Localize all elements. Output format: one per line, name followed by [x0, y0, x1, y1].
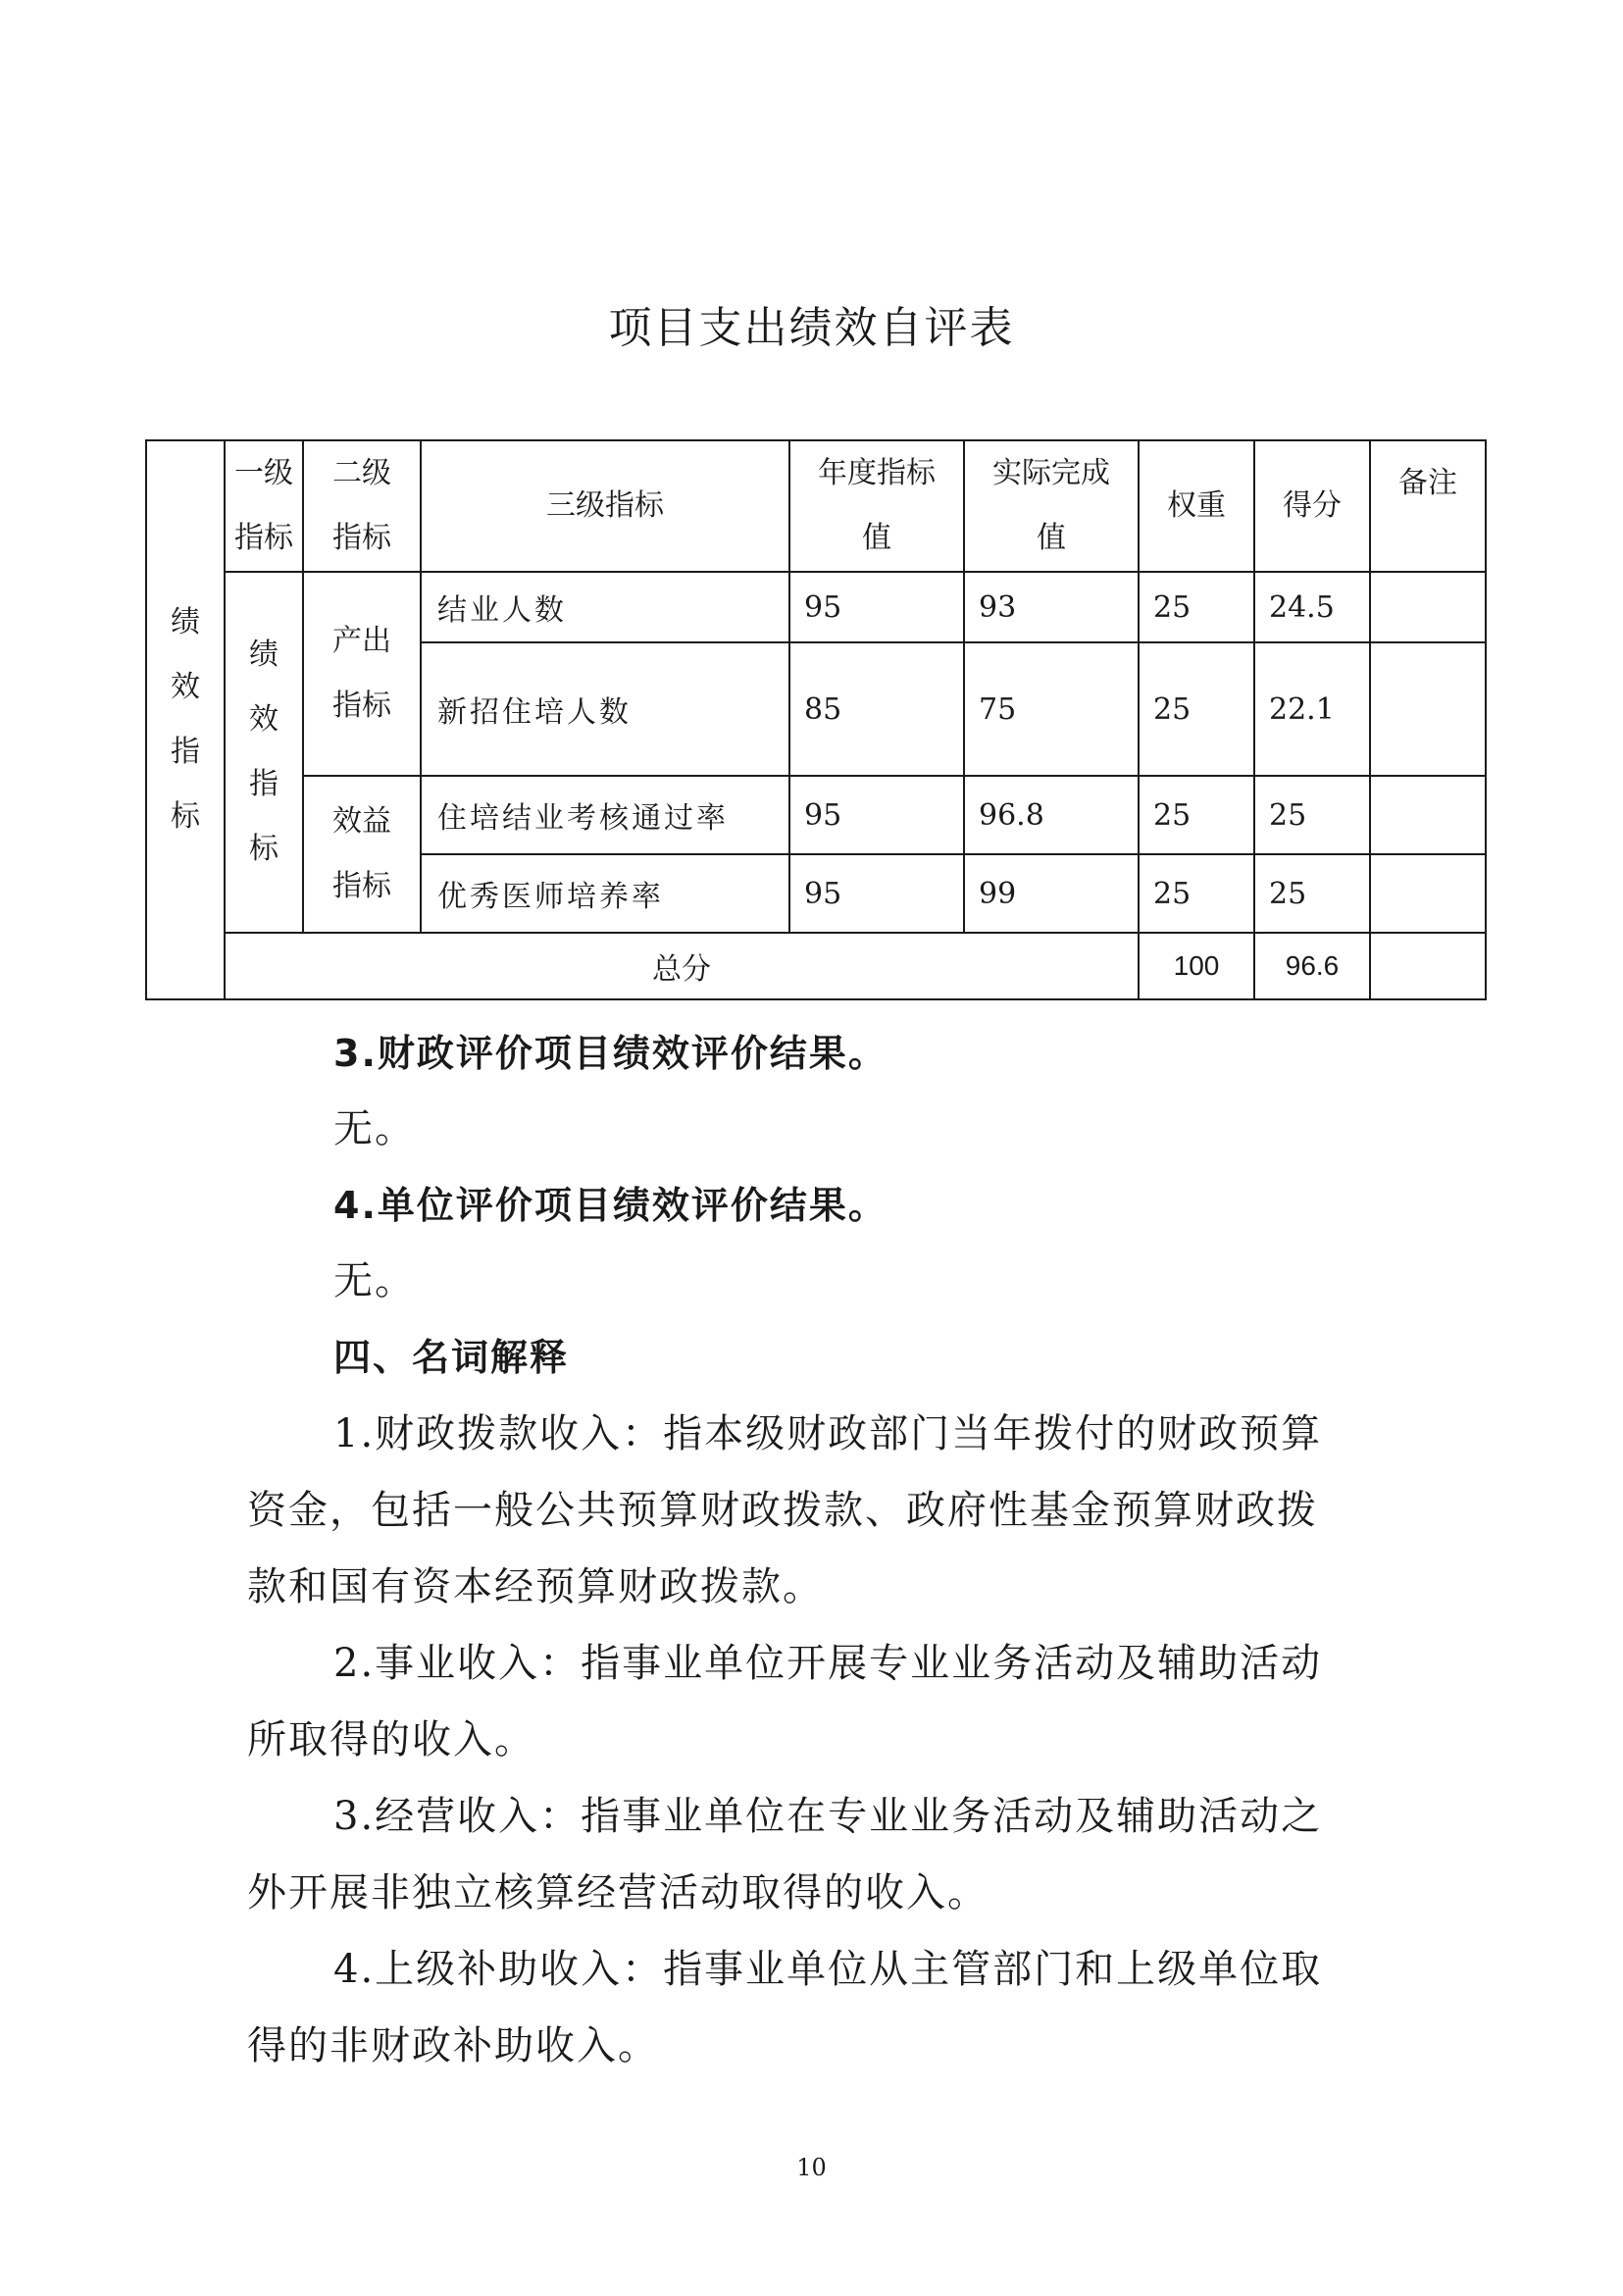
row-score: 22.1 [1254, 642, 1370, 776]
row-target: 95 [789, 776, 964, 854]
row-weight: 25 [1139, 776, 1254, 854]
row-weight: 25 [1139, 642, 1254, 776]
total-weight: 100 [1139, 933, 1254, 999]
header-actual [964, 440, 1139, 572]
heading-3-text: 无。 [333, 1106, 416, 1151]
row-remark [1370, 854, 1486, 933]
group-benefit-cell [303, 776, 421, 933]
header-text: 年度指标 [818, 456, 936, 490]
header-text: 指标 [234, 521, 293, 555]
row-remark [1370, 642, 1486, 776]
heading-4-text: 无。 [333, 1258, 416, 1303]
header-weight: 权重 [1139, 440, 1254, 572]
col0-label-cell [146, 440, 225, 999]
header-level3: 三级指标 [421, 440, 789, 572]
page-number: 10 [796, 2154, 827, 2181]
header-text: 值 [1037, 521, 1066, 555]
row-name: 新招住培人数 [421, 642, 789, 776]
paragraph-line: 得的非财政补助收入。 [247, 2023, 659, 2068]
row-actual: 93 [964, 572, 1139, 642]
header-text: 值 [862, 521, 891, 555]
level1-char: 效 [249, 702, 279, 737]
section-heading: 四、名词解释 [333, 1336, 570, 1379]
row-target: 95 [789, 854, 964, 933]
col0-char: 绩 [171, 605, 200, 639]
col0-char: 效 [171, 670, 200, 704]
paragraph-line: 3.经营收入：指事业单位在专业业务活动及辅助活动之 [333, 1794, 1323, 1839]
header-text: 指标 [332, 521, 391, 555]
row-score: 25 [1254, 776, 1370, 854]
group-output-cell [303, 572, 421, 776]
row-remark [1370, 776, 1486, 854]
paragraph-line: 款和国有资本经预算财政拨款。 [247, 1564, 824, 1609]
header-level1 [225, 440, 303, 572]
row-actual: 99 [964, 854, 1139, 933]
group-text: 指标 [332, 689, 391, 723]
header-score: 得分 [1254, 440, 1370, 572]
group-text: 指标 [332, 869, 391, 903]
paragraph-line: 1.财政拨款收入：指本级财政部门当年拨付的财政预算 [333, 1411, 1323, 1456]
header-text: 实际完成 [992, 456, 1110, 490]
row-actual: 75 [964, 642, 1139, 776]
col0-char: 标 [171, 799, 200, 834]
paragraph-line: 所取得的收入。 [247, 1717, 535, 1762]
row-name: 优秀医师培养率 [421, 854, 789, 933]
paragraph-line: 2.事业收入：指事业单位开展专业业务活动及辅助活动 [333, 1641, 1323, 1686]
row-target: 85 [789, 642, 964, 776]
heading-3: 3.财政评价项目绩效评价结果。 [333, 1032, 888, 1075]
total-label: 总分 [225, 933, 1139, 999]
heading-4: 4.单位评价项目绩效评价结果。 [333, 1184, 888, 1227]
row-score: 25 [1254, 854, 1370, 933]
row-weight: 25 [1139, 572, 1254, 642]
row-weight: 25 [1139, 854, 1254, 933]
row-remark [1370, 572, 1486, 642]
header-remark: 备注 [1370, 440, 1486, 572]
group-text: 效益 [332, 804, 391, 839]
level1-char: 绩 [249, 638, 279, 672]
row-name: 结业人数 [421, 572, 789, 642]
row-target: 95 [789, 572, 964, 642]
performance-table [145, 439, 1487, 1000]
row-actual: 96.8 [964, 776, 1139, 854]
level1-char: 标 [249, 832, 279, 866]
level1-char: 指 [249, 767, 279, 801]
paragraph-line: 外开展非独立核算经营活动取得的收入。 [247, 1870, 989, 1915]
total-score: 96.6 [1254, 933, 1370, 999]
page-title: 项目支出绩效自评表 [608, 303, 1015, 353]
col0-char: 指 [171, 735, 200, 769]
header-level2 [303, 440, 421, 572]
group-text: 产出 [332, 624, 391, 658]
row-name: 住培结业考核通过率 [421, 776, 789, 854]
header-text: 二级 [332, 456, 391, 490]
total-remark [1370, 933, 1486, 999]
header-text: 一级 [234, 456, 293, 490]
level1-label-cell [225, 572, 303, 933]
header-annual-target [789, 440, 964, 572]
paragraph-line: 4.上级补助收入：指事业单位从主管部门和上级单位取 [333, 1947, 1323, 1992]
row-score: 24.5 [1254, 572, 1370, 642]
paragraph-line: 资金，包括一般公共预算财政拨款、政府性基金预算财政拨 [247, 1488, 1318, 1533]
